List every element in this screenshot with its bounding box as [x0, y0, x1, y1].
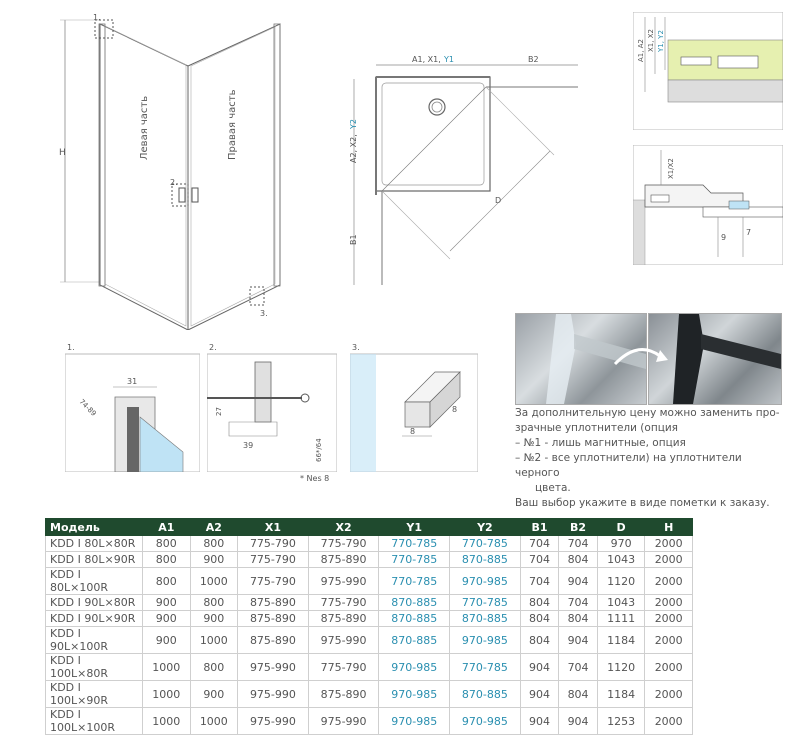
table-cell: 904 — [520, 654, 559, 681]
arrow-icon — [610, 340, 670, 370]
table-cell: 804 — [520, 595, 559, 611]
table-cell: 2000 — [645, 654, 693, 681]
table-cell: 2000 — [645, 595, 693, 611]
table-cell: 804 — [559, 611, 598, 627]
seal-options-note — [515, 406, 785, 511]
table-cell: 900 — [143, 595, 191, 611]
table-cell: 770-785 — [379, 536, 450, 552]
table-cell: 800 — [143, 536, 191, 552]
right-part-label: Правая часть — [227, 89, 238, 160]
front-view-diagram — [55, 10, 295, 330]
table-cell: 1184 — [597, 627, 645, 654]
table-cell: 1043 — [597, 595, 645, 611]
table-cell: KDD I 90L×90R — [46, 611, 143, 627]
table-cell: 1043 — [597, 552, 645, 568]
detail-3-dim-8a: 8 — [410, 427, 416, 436]
table-cell: 904 — [559, 627, 598, 654]
table-cell: 1000 — [190, 568, 238, 595]
note-line: Ваш выбор укажите в виде пометки к заказу. — [515, 497, 770, 509]
table-cell: 775-790 — [238, 536, 309, 552]
table-cell: 704 — [559, 654, 598, 681]
table-cell: 704 — [520, 552, 559, 568]
table-cell: 900 — [190, 611, 238, 627]
table-cell: KDD I 100L×80R — [46, 654, 143, 681]
table-cell: 870-885 — [450, 552, 521, 568]
table-cell: 875-890 — [308, 681, 379, 708]
table-header-row — [46, 519, 693, 536]
table-cell: 800 — [190, 654, 238, 681]
table-cell: 875-890 — [238, 595, 309, 611]
table-cell: 870-885 — [379, 611, 450, 627]
callout-1: 1. — [93, 13, 101, 22]
table-cell: 775-790 — [238, 552, 309, 568]
table-cell: 1120 — [597, 654, 645, 681]
detail-mid-dim2: 7 — [746, 228, 752, 237]
col-header: X1 — [238, 519, 309, 536]
table-cell: KDD I 90L×100R — [46, 627, 143, 654]
table-cell: KDD I 100L×100R — [46, 708, 143, 735]
table-row — [46, 681, 693, 708]
table-cell: 975-990 — [308, 568, 379, 595]
table-cell: 975-990 — [238, 708, 309, 735]
col-header: A2 — [190, 519, 238, 536]
table-cell: 900 — [190, 681, 238, 708]
table-row — [46, 611, 693, 627]
table-cell: 875-890 — [308, 552, 379, 568]
table-cell: 775-790 — [308, 536, 379, 552]
table-cell: 900 — [190, 552, 238, 568]
table-cell: 704 — [559, 595, 598, 611]
table-cell: 775-790 — [308, 654, 379, 681]
detail-1-num: 1. — [67, 343, 75, 352]
table-cell: 900 — [143, 611, 191, 627]
col-header: Y2 — [450, 519, 521, 536]
table-cell: 2000 — [645, 627, 693, 654]
table-cell: 800 — [190, 536, 238, 552]
plan-b1: B1 — [349, 234, 358, 245]
table-cell: 1000 — [143, 654, 191, 681]
table-cell: 1000 — [143, 681, 191, 708]
detail-3-dim-8b: 8 — [452, 405, 458, 414]
plan-view-diagram — [340, 45, 590, 295]
table-cell: 2000 — [645, 611, 693, 627]
table-cell: 970-985 — [379, 708, 450, 735]
plan-top-left: A1, X1, — [412, 55, 441, 64]
note-line: – №2 - все уплотнители) на уплотнители черного — [515, 452, 742, 479]
table-cell: 2000 — [645, 708, 693, 735]
table-cell: 904 — [559, 708, 598, 735]
table-cell: 1184 — [597, 681, 645, 708]
table-cell: 2000 — [645, 681, 693, 708]
nes-note: * Nes 8 — [300, 474, 330, 483]
table-cell: 900 — [143, 627, 191, 654]
detail-3-diagram — [350, 342, 478, 472]
col-header: Модель — [46, 519, 143, 536]
profile-detail-top — [633, 12, 783, 130]
table-cell: 870-885 — [379, 627, 450, 654]
detail-2-diagram — [207, 342, 337, 472]
table-cell: 970-985 — [450, 627, 521, 654]
plan-d: D — [495, 196, 502, 205]
table-cell: 975-990 — [238, 654, 309, 681]
table-cell: 2000 — [645, 536, 693, 552]
detail-3-num: 3. — [352, 343, 360, 352]
table-row — [46, 595, 693, 611]
detail-1-diagram — [65, 342, 200, 472]
table-row — [46, 708, 693, 735]
note-line: цвета. — [515, 482, 571, 494]
col-header: B2 — [559, 519, 598, 536]
table-cell: 770-785 — [379, 568, 450, 595]
table-row — [46, 627, 693, 654]
table-cell: 970-985 — [450, 708, 521, 735]
table-cell: 975-990 — [238, 681, 309, 708]
table-cell: 970-985 — [450, 568, 521, 595]
detail-2-dim-39: 39 — [243, 441, 254, 450]
table-cell: 970-985 — [379, 654, 450, 681]
detail-mid-dim1: 9 — [721, 233, 727, 242]
table-cell: 904 — [520, 681, 559, 708]
table-cell: 1000 — [190, 627, 238, 654]
profile-detail-mid — [633, 145, 783, 265]
table-cell: 770-785 — [450, 654, 521, 681]
table-cell: 800 — [143, 552, 191, 568]
table-cell: KDD I 80L×100R — [46, 568, 143, 595]
detail-top-label-a: A1, A2 — [637, 39, 645, 62]
table-cell: 775-790 — [238, 568, 309, 595]
detail-2-dim-27: 27 — [215, 407, 223, 416]
detail-1-dim-top: 31 — [127, 377, 138, 386]
detail-mid-label: X1/X2 — [667, 158, 675, 179]
col-header: D — [597, 519, 645, 536]
table-cell: 875-890 — [238, 611, 309, 627]
plan-left: A2, X2, — [349, 134, 358, 163]
table-cell: 775-790 — [308, 595, 379, 611]
plan-left-y: Y2 — [349, 119, 358, 129]
col-header: A1 — [143, 519, 191, 536]
table-cell: 875-890 — [308, 611, 379, 627]
table-cell: 704 — [520, 568, 559, 595]
table-cell: 1000 — [190, 708, 238, 735]
note-line: За дополнительную цену можно заменить про- — [515, 407, 780, 419]
table-cell: KDD I 80L×90R — [46, 552, 143, 568]
table-cell: 975-990 — [308, 627, 379, 654]
table-cell: 704 — [520, 536, 559, 552]
table-cell: 804 — [520, 611, 559, 627]
table-cell: 870-885 — [450, 681, 521, 708]
table-cell: 870-885 — [450, 611, 521, 627]
table-cell: 804 — [520, 627, 559, 654]
h-label: H — [59, 148, 66, 158]
callout-3: 3. — [260, 309, 268, 318]
table-cell: 770-785 — [450, 595, 521, 611]
note-line: зрачные уплотнители (опция — [515, 422, 678, 434]
callout-2: 2. — [170, 178, 178, 187]
col-header: H — [645, 519, 693, 536]
table-cell: 1253 — [597, 708, 645, 735]
detail-top-label-x: X1, X2 — [647, 29, 655, 52]
table-cell: 1111 — [597, 611, 645, 627]
table-cell: 770-785 — [379, 552, 450, 568]
table-cell: 2000 — [645, 568, 693, 595]
detail-2-dim-66: 66*/64 — [315, 438, 323, 462]
plan-top-y: Y1 — [444, 55, 454, 64]
spec-table — [45, 518, 693, 735]
table-cell: 704 — [559, 536, 598, 552]
table-cell: 770-785 — [450, 536, 521, 552]
table-cell: 904 — [559, 568, 598, 595]
table-row — [46, 536, 693, 552]
table-cell: 870-885 — [379, 595, 450, 611]
col-header: B1 — [520, 519, 559, 536]
table-cell: KDD I 100L×90R — [46, 681, 143, 708]
table-cell: 800 — [143, 568, 191, 595]
table-row — [46, 552, 693, 568]
table-cell: 975-990 — [308, 708, 379, 735]
detail-top-label-y: Y1, Y2 — [657, 30, 665, 52]
col-header: X2 — [308, 519, 379, 536]
table-row — [46, 654, 693, 681]
table-cell: 875-890 — [238, 627, 309, 654]
detail-2-num: 2. — [209, 343, 217, 352]
left-part-label: Левая часть — [139, 95, 150, 160]
note-line: – №1 - лишь магнитные, опция — [515, 437, 686, 449]
table-cell: KDD I 90L×80R — [46, 595, 143, 611]
table-row — [46, 568, 693, 595]
col-header: Y1 — [379, 519, 450, 536]
table-cell: 1120 — [597, 568, 645, 595]
table-cell: 970 — [597, 536, 645, 552]
table-cell: 1000 — [143, 708, 191, 735]
plan-top-right: B2 — [528, 55, 539, 64]
table-cell: 804 — [559, 552, 598, 568]
table-cell: 904 — [520, 708, 559, 735]
table-cell: 804 — [559, 681, 598, 708]
table-cell: 800 — [190, 595, 238, 611]
detail-1-dim-side: 74-89 — [77, 397, 98, 418]
table-cell: 970-985 — [379, 681, 450, 708]
table-cell: 2000 — [645, 552, 693, 568]
table-cell: KDD I 80L×80R — [46, 536, 143, 552]
